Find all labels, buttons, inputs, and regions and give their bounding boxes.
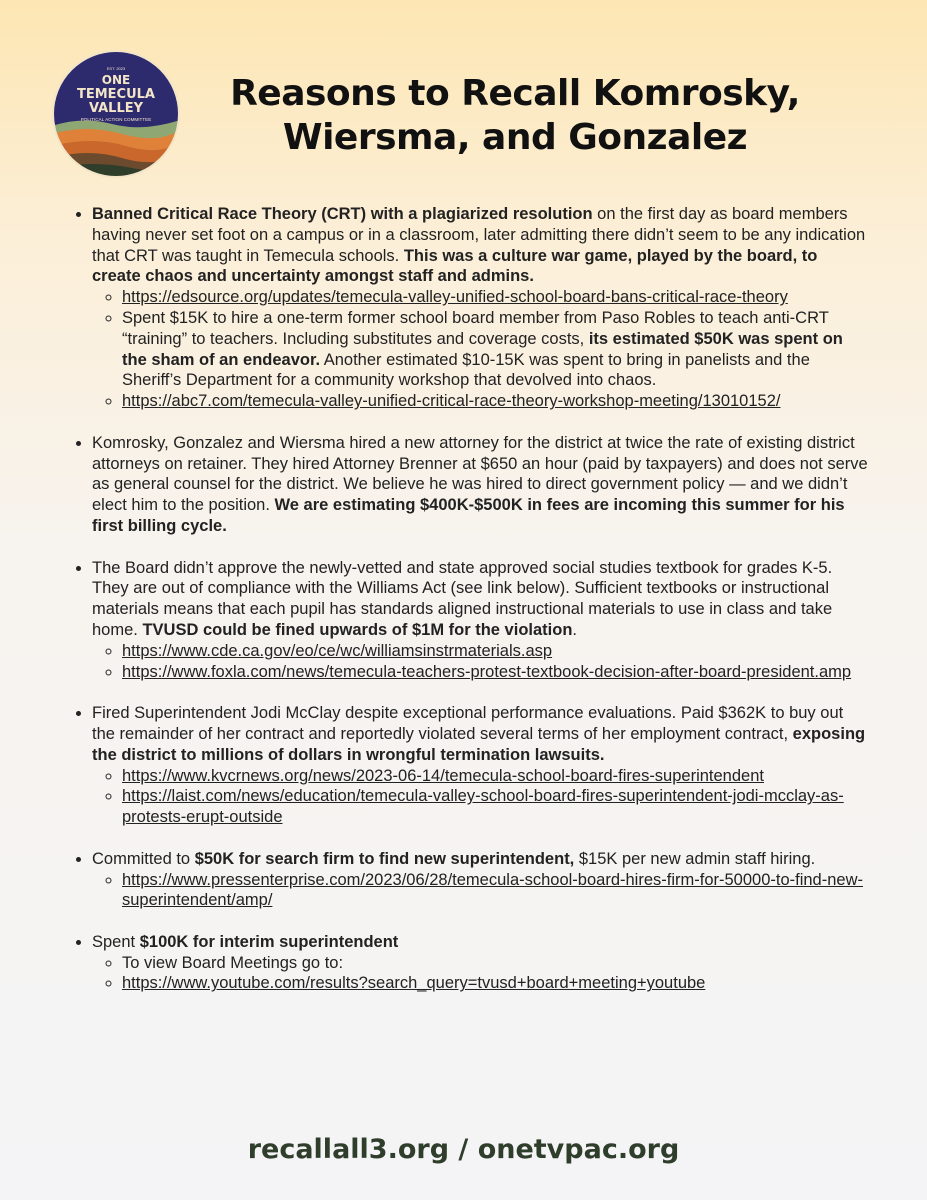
reason-superintendent-fired [92, 703, 870, 828]
reasons-list-container [70, 204, 870, 1015]
reason-crt-text: on the first day as board members having never set foot on a campus or in a classroom, later admitting there didn’t seem to be any indication that CRT was taught in Temecula schools. [92, 205, 866, 265]
page-title [205, 72, 825, 160]
edsource-link[interactable]: https://edsource.org/updates/temecula-valley-unified-school-board-bans-critical-race-theory [122, 288, 788, 307]
youtube-link[interactable]: https://www.youtube.com/results?search_query=tvusd+board+meeting+youtube [122, 974, 706, 993]
reasons-list [70, 204, 870, 994]
reason-fired-text: Fired Superintendent Jodi McClay despite exceptional performance evaluations. Paid $362K to buy out the remainder of her contract and reportedly violated several terms of her employment contract, [92, 704, 844, 743]
logo-line1: ONE [101, 73, 131, 87]
reason-interim-superintendent [92, 932, 870, 994]
reason-search-sublist [92, 870, 870, 912]
reason-attorney [92, 433, 870, 537]
reason-textbook-sublist [92, 641, 870, 683]
reason-crt-bold-conclusion: This was a culture war game, played by the board, to create chaos and uncertainty amongst staff and admins. [92, 246, 818, 286]
reason-search-firm [92, 849, 870, 911]
crt-training-bold: its estimated $50K was spent on the sham of an endeavor. [122, 329, 843, 369]
abc7-link[interactable]: https://abc7.com/temecula-valley-unified-critical-race-theory-workshop-meeting/13010152/ [122, 392, 781, 411]
reason-search-text-2: $15K per new admin staff hiring. [574, 849, 816, 868]
title-line-1: Reasons to Recall Komrosky, [230, 73, 800, 114]
crt-training-text: Spent $15K to hire a one-term former school board member from Paso Robles to teach anti-CRT “training” to teachers. Including substitutes and coverage costs, [122, 308, 829, 348]
reason-search-bold: $50K for search firm to find new superintendent, [194, 849, 575, 868]
list-item [122, 308, 870, 391]
reason-fired-bold: exposing the district to millions of dollars in wrongful termination lawsuits. [92, 724, 866, 764]
reason-crt-bold-lead: Banned Critical Race Theory (CRT) with a plagiarized resolution [92, 205, 593, 223]
logo-line3: VALLEY [88, 101, 144, 116]
list-item [122, 973, 870, 994]
pressenterprise-link[interactable]: https://www.pressenterprise.com/2023/06/28/temecula-school-board-hires-firm-for-50000-to-find-new-superintendent/amp/ [122, 870, 863, 910]
reason-fired-sublist [92, 766, 870, 828]
kvcr-link[interactable]: https://www.kvcrnews.org/news/2023-06-14/temecula-school-board-fires-superintendent [122, 766, 764, 785]
board-meetings-label: To view Board Meetings go to: [122, 953, 344, 972]
title-line-2: Wiersma, and Gonzalez [282, 117, 748, 158]
reason-search-text: Committed to [92, 849, 195, 868]
reason-textbook [92, 558, 870, 683]
reason-interim-sublist [92, 953, 870, 995]
reason-interim-text: Spent [92, 932, 140, 951]
cde-link[interactable]: https://www.cde.ca.gov/eo/ce/wc/williamsinstrmaterials.asp [122, 641, 553, 660]
logo-line2: TEMECULA [76, 87, 156, 102]
reason-interim-bold: $100K for interim superintendent [139, 932, 399, 951]
list-item [122, 641, 870, 662]
logo-subtitle: POLITICAL ACTION COMMITTEE [80, 117, 152, 122]
list-item [122, 870, 870, 912]
list-item [122, 766, 870, 787]
laist-link[interactable]: https://laist.com/news/education/temecula-valley-school-board-fires-superintendent-jodi-mcclay-as-protests-erupt-outside [122, 787, 844, 827]
list-item [122, 786, 870, 828]
reason-attorney-bold: We are estimating $400K-$500K in fees are incoming this summer for his first billing cycle. [92, 496, 845, 535]
list-item [122, 391, 870, 412]
reason-textbook-bold: TVUSD could be fined upwards of $1M for the violation [142, 620, 573, 639]
footer-websites: recallall3.org / onetvpac.org [247, 1134, 680, 1165]
list-item [122, 953, 870, 974]
reason-textbook-period: . [572, 620, 577, 639]
foxla-link[interactable]: https://www.foxla.com/news/temecula-teachers-protest-textbook-decision-after-board-president.amp [122, 662, 852, 681]
reason-crt-ban [92, 204, 870, 412]
one-temecula-valley-logo [52, 50, 180, 178]
reason-crt-sublist [92, 287, 870, 412]
list-item [122, 662, 870, 683]
list-item [122, 287, 870, 308]
logo-est-text: EST. 2023 [106, 66, 126, 71]
crt-training-text-2: Another estimated $10-15K was spent to bring in panelists and the Sheriff’s Department for a community workshop that devolved into chaos. [122, 350, 810, 390]
reason-attorney-text: Komrosky, Gonzalez and Wiersma hired a new attorney for the district at twice the rate of existing district attorneys on retainer. They hired Attorney Brenner at $650 an hour (paid by taxpayers) and does not serve as general counsel for the district. We believe he was hired to direct government policy — and we didn’t elect him to the position. [92, 433, 868, 515]
reason-textbook-text: The Board didn’t approve the newly-vetted and state approved social studies textbook for grades K-5. They are out of compliance with the Williams Act (see link below). Sufficient textbooks or instructional materials means that each pupil has standards aligned instructional materials to use in class and take home. [92, 558, 833, 639]
